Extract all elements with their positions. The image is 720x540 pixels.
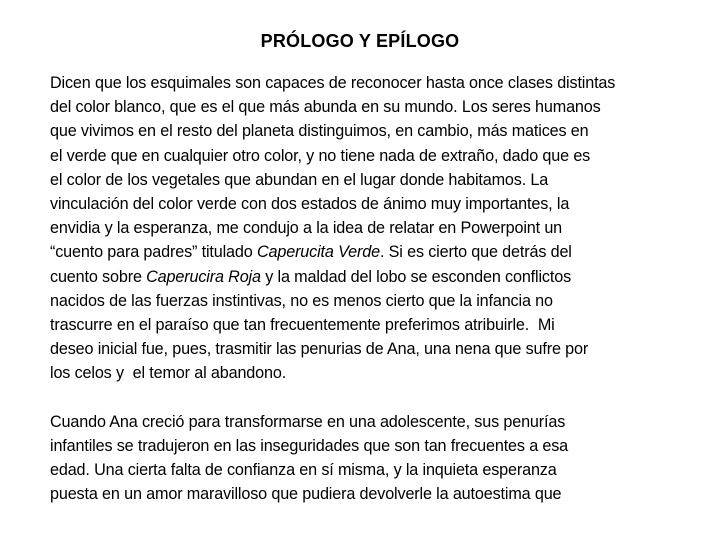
text-run: nacidos de las fuerzas instintivas, no es menos cierto que la infancia no [50,291,553,310]
text-line [50,337,715,361]
text-run: del color blanco, que es el que más abunda en su mundo. Los seres humanos [50,98,601,117]
text-run: Dicen que los esquimales son capaces de reconocer hasta once clases distintas [50,74,616,92]
text-line [50,361,715,385]
text-run: el color de los vegetales que abundan en el lugar donde habitamos. La [50,170,549,189]
text-run: y la maldad del lobo se esconden conflictos [260,267,572,286]
text-line [50,71,715,95]
text-run: el verde que en cualquier otro color, y no tiene nada de extraño, dado que es [50,146,591,165]
paragraph-2 [50,410,715,507]
text-line [50,216,715,240]
text-run: . Si es cierto que detrás del [379,243,572,262]
text-run: “cuento para padres” titulado [50,243,257,262]
text-run: deseo inicial fue, pues, trasmitir las penurias de Ana, una nena que sufre por [50,340,589,359]
text-line [50,240,715,264]
text-run: los celos y el temor al abandono. [50,364,287,383]
text-run: trascurre en el paraíso que tan frecuentemente preferimos atribuirle. Mi [50,316,555,335]
text-run: envidia y la esperanza, me condujo a la idea de relatar en Powerpoint un [50,219,563,238]
text-run: cuento sobre [50,267,147,286]
text-line: Cuando Ana creció para transformarse en una adolescente, sus penurías [50,412,566,431]
text-line [50,313,715,337]
document-title: PRÓLOGO Y EPÍLOGO [260,31,460,51]
document-body [50,71,715,507]
text-line [50,192,715,216]
italic-title-caperucita-verde: Caperucita Verde [256,243,380,262]
text-run: vinculación del color verde con dos estados de ánimo muy importantes, la [50,195,570,214]
text-line: puesta en un amor maravilloso que pudiera devolverle la autoestima que [50,485,562,504]
paragraph-1 [50,71,715,386]
text-line [50,144,715,168]
text-line [50,265,715,289]
text-line [50,289,715,313]
text-line: edad. Una cierta falta de confianza en sí misma, y la inquieta esperanza [50,461,557,480]
text-line [50,119,715,143]
text-run: que vivimos en el resto del planeta distinguimos, en cambio, más matices en [50,122,589,141]
italic-title-caperucira-roja: Caperucira Roja [146,267,261,286]
text-line [50,168,715,192]
text-line [50,95,715,119]
text-line: infantiles se tradujeron en las inseguridades que son tan frecuentes a esa [50,437,569,456]
